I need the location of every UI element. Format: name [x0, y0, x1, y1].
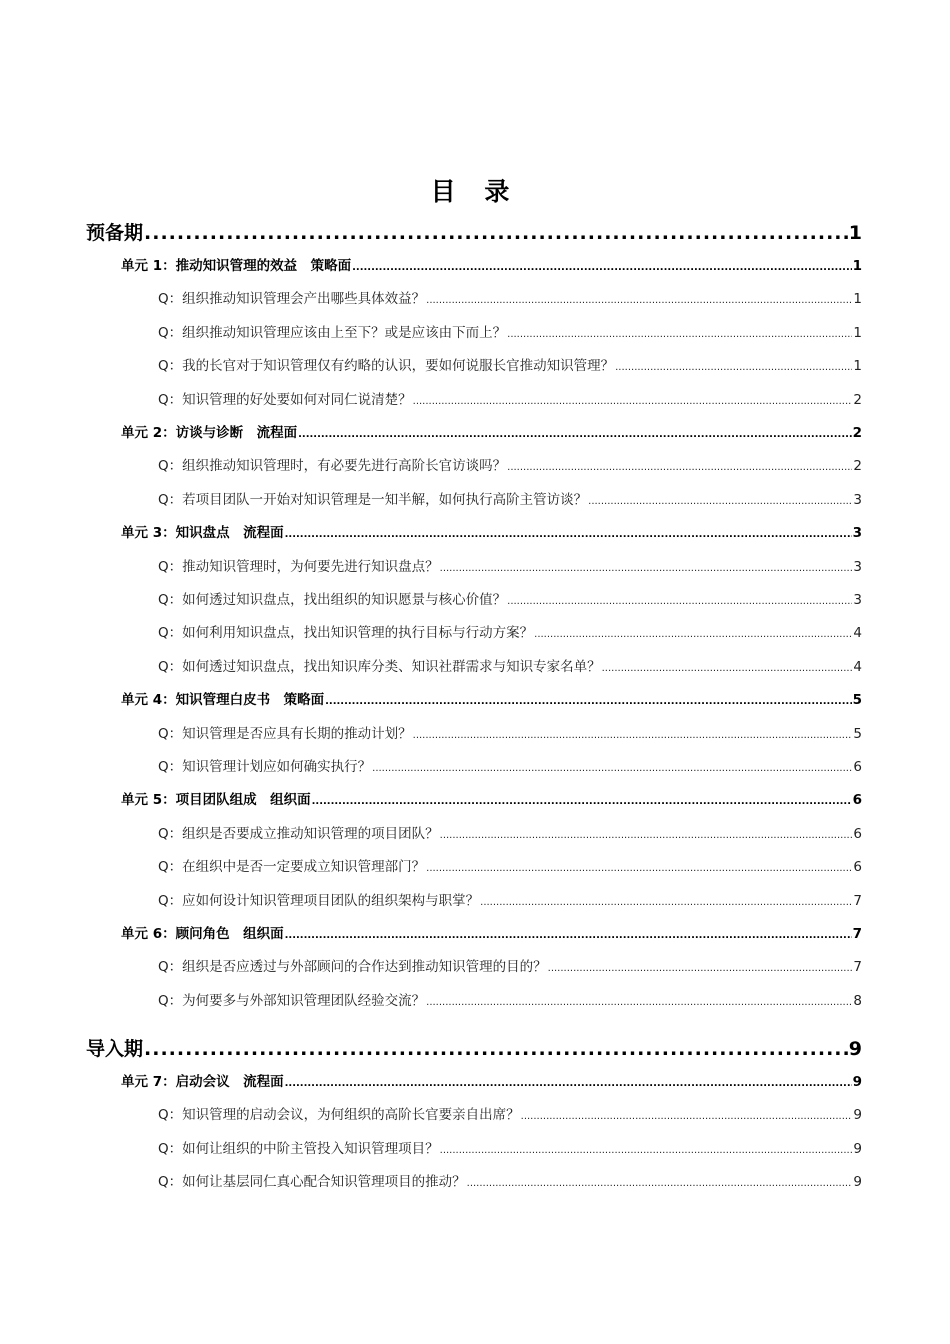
toc-entry-text: Q：知识管理计划应如何确实执行？: [158, 759, 372, 775]
toc-page-number: 2: [852, 425, 862, 441]
toc-page-number: 7: [853, 892, 862, 909]
toc-leader-dots: [440, 1145, 853, 1156]
toc-page-number: 6: [853, 759, 862, 775]
toc-question[interactable]: [158, 1137, 862, 1157]
toc-page-number: 1: [848, 222, 862, 244]
toc-question[interactable]: [158, 588, 862, 608]
toc-page-number: 5: [852, 692, 862, 709]
toc-leader-dots: [372, 763, 852, 774]
toc-page-number: 2: [853, 391, 862, 408]
toc-unit[interactable]: [121, 521, 862, 541]
toc-leader-dots: [413, 396, 853, 407]
toc-entry-text: Q：组织推动知识管理会产出哪些具体效益？: [158, 291, 426, 308]
toc-title: 目 录: [430, 177, 520, 206]
toc-question[interactable]: [158, 822, 862, 842]
toc-unit[interactable]: [121, 254, 862, 274]
toc-question[interactable]: [158, 388, 862, 408]
toc-question[interactable]: [158, 321, 862, 341]
toc-entry-text: 导入期: [86, 1037, 144, 1060]
toc-question[interactable]: [158, 1170, 862, 1190]
toc-leader-dots: [440, 563, 853, 574]
toc-page-number: 5: [853, 725, 862, 742]
toc-leader-dots: [144, 1038, 848, 1060]
toc-entry-text: Q：知识管理的好处要如何对同仁说清楚？: [158, 391, 412, 408]
toc-page-number: 1: [852, 258, 862, 274]
toc-section[interactable]: [86, 1034, 862, 1061]
toc-entry-text: 单元 1：推动知识管理的效益 策略面: [121, 258, 352, 274]
toc-entry-text: Q：在组织中是否一定要成立知识管理部门？: [158, 859, 426, 876]
toc-entry-text: Q：组织是否要成立推动知识管理的项目团队？: [158, 825, 439, 842]
toc-page-number: 9: [853, 1174, 862, 1190]
toc-leader-dots: [285, 529, 852, 540]
toc-entry-text: Q：组织推动知识管理应该由上至下？或是应该由下而上？: [158, 324, 507, 341]
toc-entry-text: 单元 3：知识盘点 流程面: [121, 525, 284, 542]
toc-leader-dots: [325, 696, 852, 707]
toc-unit[interactable]: [121, 421, 862, 441]
toc-question[interactable]: [158, 722, 862, 742]
toc-leader-dots: [413, 730, 853, 741]
toc-leader-dots: [467, 1178, 853, 1189]
toc-page-number: 6: [853, 859, 862, 876]
toc-leader-dots: [507, 596, 852, 607]
toc-page-number: 1: [853, 324, 862, 341]
toc-entry-text: 单元 7：启动会议 流程面: [121, 1073, 284, 1090]
toc-page-number: 3: [852, 525, 862, 542]
toc-entry-text: Q：推动知识管理时，为何要先进行知识盘点？: [158, 558, 439, 575]
toc-question[interactable]: [158, 989, 862, 1009]
toc-entry-text: Q：我的长官对于知识管理仅有约略的认识，要如何说服长官推动知识管理？: [158, 358, 615, 375]
toc-leader-dots: [534, 629, 852, 640]
toc-page-number: 8: [853, 992, 862, 1009]
toc-page-number: 7: [852, 926, 862, 942]
toc-question[interactable]: [158, 488, 862, 508]
toc-entry-text: Q：知识管理的启动会议，为何组织的高阶长官要亲自出席？: [158, 1107, 520, 1124]
toc-page-number: 6: [852, 792, 862, 809]
toc-question[interactable]: [158, 354, 862, 374]
toc-entry-text: Q：组织推动知识管理时，有必要先进行高阶长官访谈吗？: [158, 458, 507, 475]
toc-question[interactable]: [158, 655, 862, 675]
toc-page-number: 7: [853, 959, 862, 976]
toc-leader-dots: [352, 262, 852, 273]
toc-page-number: 9: [848, 1037, 862, 1060]
toc-unit[interactable]: [121, 688, 862, 708]
toc-leader-dots: [440, 830, 853, 841]
toc-page-number: 6: [853, 825, 862, 842]
toc-page-number: 4: [853, 625, 862, 642]
toc-leader-dots: [312, 796, 852, 807]
toc-leader-dots: [521, 1111, 853, 1122]
toc-leader-dots: [144, 222, 848, 244]
toc-entry-text: Q：如何让组织的中阶主管投入知识管理项目？: [158, 1140, 439, 1157]
toc-question[interactable]: [158, 1103, 862, 1123]
toc-entry-text: 单元 2：访谈与诊断 流程面: [121, 425, 298, 441]
toc-entry-text: Q：知识管理是否应具有长期的推动计划？: [158, 725, 412, 742]
toc-leader-dots: [285, 1078, 852, 1089]
toc-leader-dots: [588, 496, 852, 507]
toc-leader-dots: [602, 663, 853, 674]
toc-entry-text: Q：如何透过知识盘点，找出组织的知识愿景与核心价值？: [158, 592, 507, 608]
toc-page-number: 3: [853, 491, 862, 508]
toc-entry-text: 单元 5：项目团队组成 组织面: [121, 792, 311, 809]
toc-page-number: 9: [852, 1073, 862, 1090]
toc-leader-dots: [285, 930, 852, 941]
toc-question[interactable]: [158, 889, 862, 909]
toc-leader-dots: [426, 997, 852, 1008]
toc-page-number: 1: [853, 291, 862, 308]
toc-page-number: 1: [853, 358, 862, 375]
toc-entry-text: 单元 4：知识管理白皮书 策略面: [121, 692, 325, 709]
toc-page-number: 3: [853, 592, 862, 608]
toc-question[interactable]: [158, 755, 862, 775]
toc-leader-dots: [548, 963, 853, 974]
toc-entry-text: 预备期: [86, 222, 144, 244]
toc-entry-text: Q：为何要多与外部知识管理团队经验交流？: [158, 992, 426, 1009]
toc-leader-dots: [426, 295, 852, 306]
toc-question[interactable]: [158, 555, 862, 575]
toc-question[interactable]: [158, 855, 862, 875]
toc-leader-dots: [426, 863, 852, 874]
toc-leader-dots: [480, 897, 852, 908]
toc-leader-dots: [507, 329, 852, 340]
toc-section[interactable]: [86, 218, 862, 245]
toc-entry-text: 单元 6：顾问角色 组织面: [121, 926, 284, 942]
toc-page-number: 4: [853, 658, 862, 675]
toc-entry-text: Q：如何让基层同仁真心配合知识管理项目的推动？: [158, 1174, 466, 1190]
toc-question[interactable]: [158, 621, 862, 641]
toc-entry-text: Q：组织是否应透过与外部顾问的合作达到推动知识管理的目的？: [158, 959, 547, 976]
toc-page-number: 3: [853, 558, 862, 575]
toc-question[interactable]: [158, 955, 862, 975]
toc-page-number: 9: [853, 1140, 862, 1157]
toc-page-number: 9: [853, 1107, 862, 1124]
toc-question[interactable]: [158, 454, 862, 474]
toc-unit[interactable]: [121, 1070, 862, 1090]
toc-leader-dots: [615, 362, 852, 373]
toc-page-number: 2: [853, 458, 862, 475]
toc-entry-text: Q：若项目团队一开始对知识管理是一知半解，如何执行高阶主管访谈？: [158, 491, 588, 508]
toc-leader-dots: [507, 462, 852, 473]
toc-entry-text: Q：如何利用知识盘点，找出知识管理的执行目标与行动方案？: [158, 625, 534, 642]
toc-unit[interactable]: [121, 788, 862, 808]
toc-entry-text: Q：如何透过知识盘点，找出知识库分类、知识社群需求与知识专家名单？: [158, 658, 601, 675]
toc-leader-dots: [298, 429, 852, 440]
toc-question[interactable]: [158, 287, 862, 307]
toc-unit[interactable]: [121, 922, 862, 942]
toc-entry-text: Q：应如何设计知识管理项目团队的组织架构与职掌？: [158, 892, 480, 909]
